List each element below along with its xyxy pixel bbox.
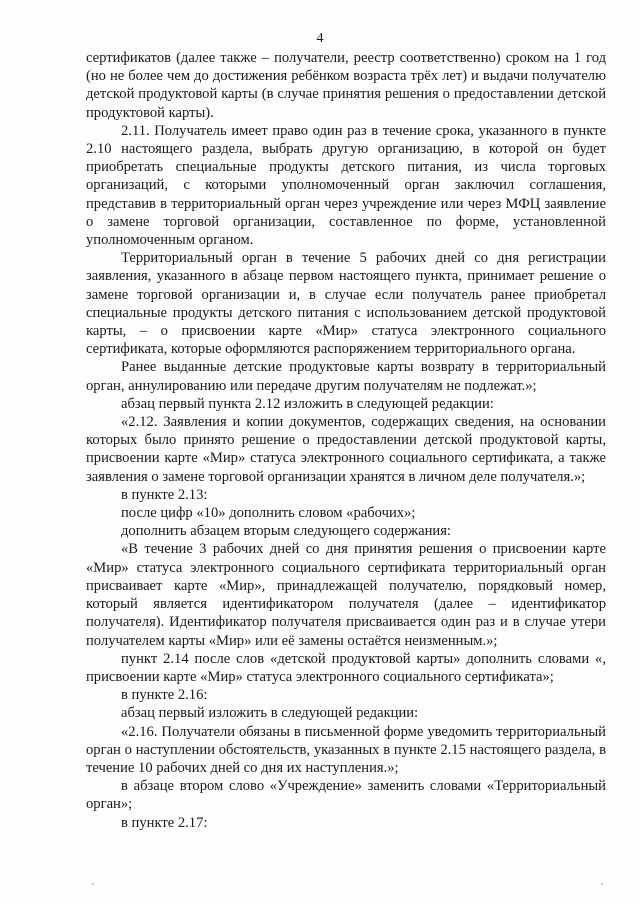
paragraph: «В течение 3 рабочих дней со дня принятия решения о присвоении карте «Мир» статуса электронного социального сертификата территориальный орган присваивает карте «Мир», принадлежащей получателю, порядковый номер, который является идентификатором получателя (далее – идентификатор получателя). Идентификатор получателя присваивается один раз и в случае утери получателем карты «Мир» или её замены остаётся неизменным.»;: [86, 541, 606, 649]
paragraph: пункт 2.14 после слов «детской продуктовой карты» дополнить словами «, присвоении карте «Мир» статуса электронного социального сертификата»;: [86, 650, 606, 685]
paragraph: в абзаце втором слово «Учреждение» заменить словами «Территориальный орган»;: [86, 778, 606, 813]
scan-speck: [601, 883, 603, 885]
paragraph: после цифр «10» дополнить словом «рабочих»;: [121, 505, 416, 522]
page-number: 4: [316, 31, 324, 46]
paragraph: абзац первый изложить в следующей редакции:: [121, 705, 419, 722]
paragraph: абзац первый пункта 2.12 изложить в следующей редакции:: [121, 395, 494, 412]
paragraph: в пункте 2.16:: [121, 687, 208, 704]
paragraph: 2.11. Получатель имеет право один раз в течение срока, указанного в пункте 2.10 настоящего раздела, выбрать другую организацию, в которой он будет приобретать специальные продукты детского питания, из числа торговых организаций, с которыми уполномоченный орган заключил соглашения, представив в территориальный орган через учреждение или через МФЦ заявление о замене торговой организации, составленное по форме, установленной уполномоченным органом.: [86, 122, 606, 249]
paragraph: в пункте 2.17:: [121, 814, 208, 831]
paragraph: в пункте 2.13:: [121, 486, 208, 503]
paragraph: дополнить абзацем вторым следующего содержания:: [121, 523, 451, 540]
paragraph: «2.16. Получатели обязаны в письменной форме уведомить территориальный орган о наступлении обстоятельств, указанных в пункте 2.15 настоящего раздела, в течение 10 рабочих дней со дня их наступления.»;: [86, 723, 606, 776]
scan-speck: [92, 883, 94, 885]
paragraph: Ранее выданные детские продуктовые карты возврату в территориальный орган, аннулированию или передаче другим получателям не подлежат.»;: [86, 359, 606, 394]
paragraph: Территориальный орган в течение 5 рабочих дней со дня регистрации заявления, указанного в абзаце первом настоящего пункта, принимает решение о замене торговой организации и, в случае если получатель ранее приобретал специальные продукты детского питания с использованием детской продуктовой карты, – о присвоении карте «Мир» статуса электронного социального сертификата, которые оформляются распоряжением территориального органа.: [86, 250, 606, 358]
document-body: [86, 49, 606, 832]
paragraph: «2.12. Заявления и копии документов, содержащих сведения, на основании которых было принято решение о предоставлении детской продуктовой карты, присвоении карте «Мир» статуса электронного социального сертификата, а также заявления о замене торговой организации хранятся в личном деле получателя.»;: [86, 414, 606, 485]
paragraph: сертификатов (далее также – получатели, реестр соответственно) сроком на 1 год (но не более чем до достижения ребёнком возраста трёх лет) и выдачи получателю детской продуктовой карты (в случае принятия решения о предоставлении детской продуктовой карты).: [86, 50, 606, 121]
